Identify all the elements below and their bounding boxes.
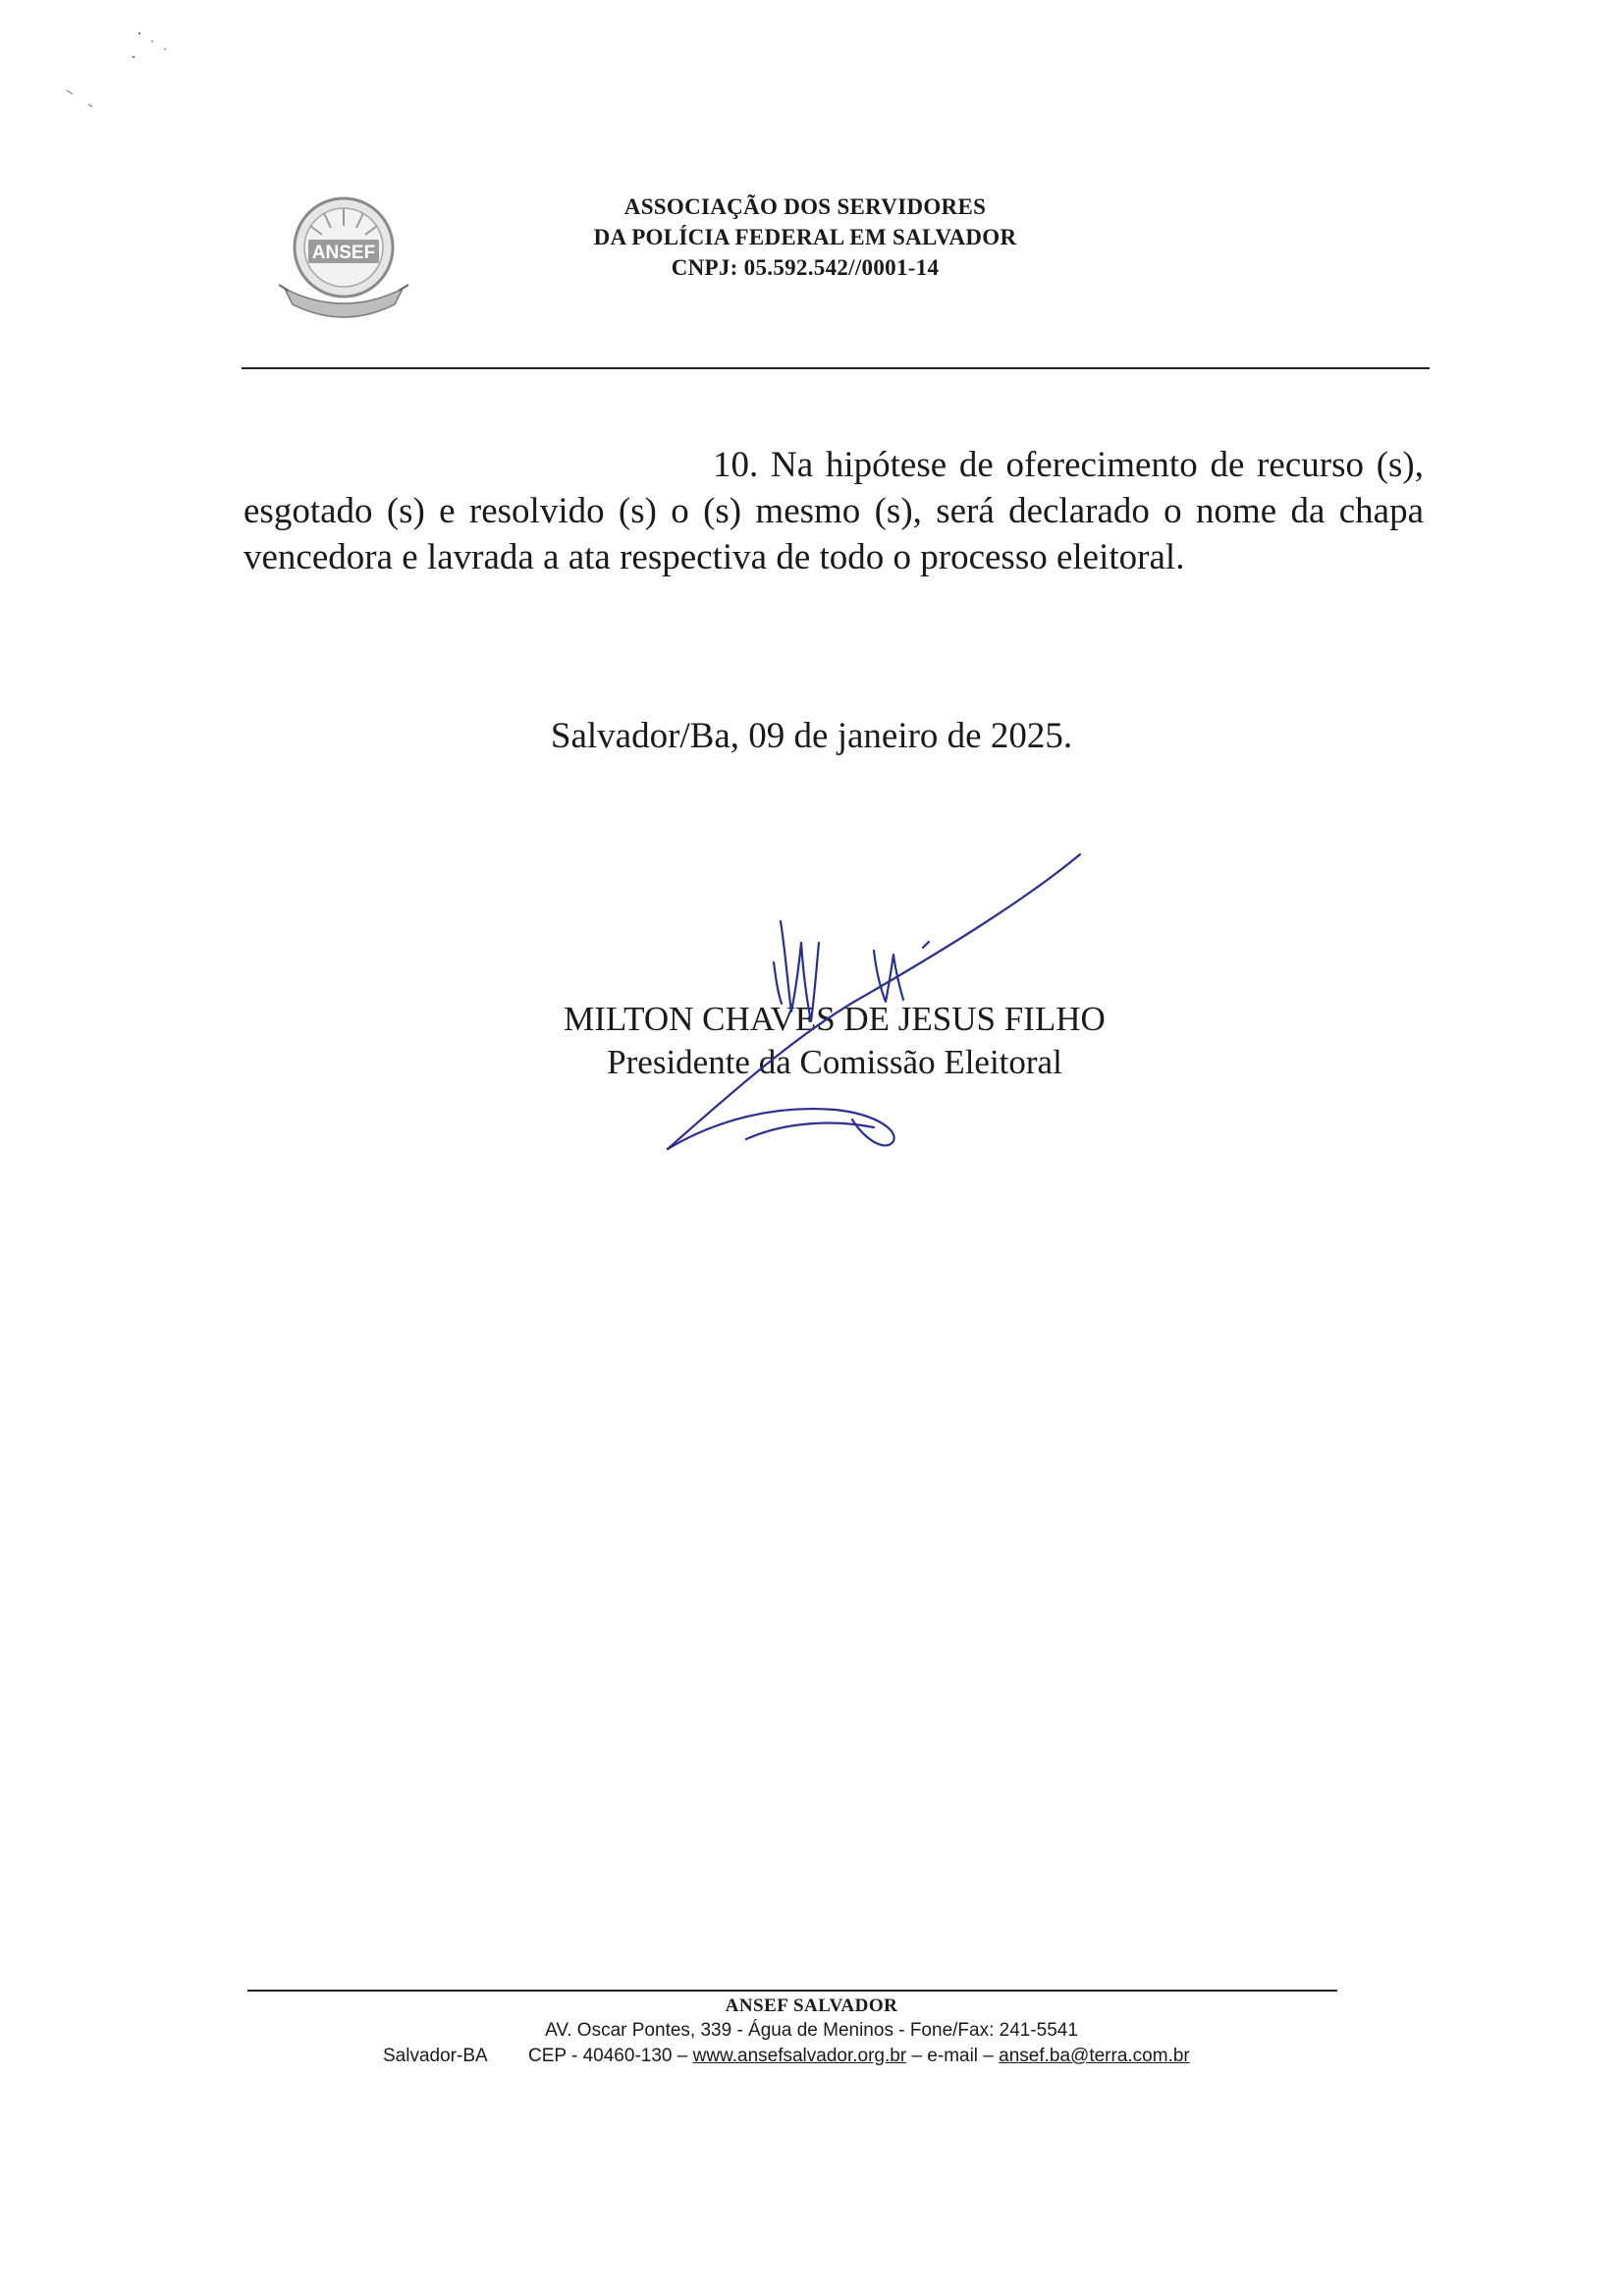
body-paragraph (243, 442, 1424, 580)
ansef-logo (265, 187, 422, 334)
cnpj: CNPJ: 05.592.542//0001-14 (671, 255, 940, 280)
footer-city: Salvador-BA (383, 2046, 488, 2066)
footer-email-label: – e-mail – (911, 2046, 994, 2066)
footer-address: AV. Oscar Pontes, 339 - Água de Meninos - Fone/Fax: 241-5541 (545, 2020, 1078, 2041)
letterhead (530, 191, 1080, 283)
scan-specks (59, 20, 196, 128)
handwritten-signature (628, 845, 1100, 1169)
signer-role: Presidente da Comissão Eleitoral (607, 1043, 1062, 1081)
paragraph-text: 10. Na hipótese de oferecimento de recurso (s), esgotado (s) e resolvido (s) o (s) mesmo (s), será declarado o nome da chapa vencedora e lavrada a ata respectiva de todo o processo eleitoral. (243, 445, 1424, 577)
footer-title: ANSEF SALVADOR (725, 1995, 898, 2016)
footer-email-link[interactable]: ansef.ba@terra.com.br (999, 2046, 1190, 2066)
footer-contact-line (383, 2046, 1463, 2067)
logo-text: ANSEF (311, 243, 376, 263)
header-divider (242, 367, 1430, 369)
org-name-line-1: ASSOCIAÇÃO DOS SERVIDORES (623, 194, 987, 219)
footer-divider (247, 1990, 1337, 1992)
footer-cep: CEP - 40460-130 – (528, 2046, 688, 2066)
footer-website-link[interactable]: www.ansefsalvador.org.br (692, 2046, 907, 2066)
place-date: Salvador/Ba, 09 de janeiro de 2025. (550, 716, 1073, 756)
org-name-line-2: DA POLÍCIA FEDERAL EM SALVADOR (593, 225, 1017, 249)
signer-name: MILTON CHAVES DE JESUS FILHO (564, 1000, 1106, 1038)
